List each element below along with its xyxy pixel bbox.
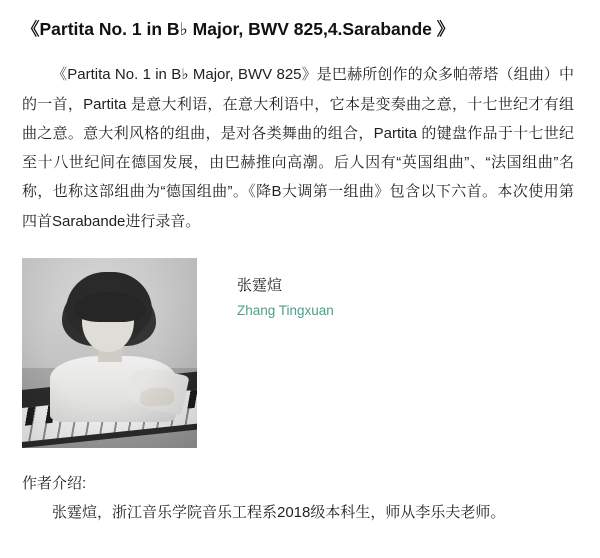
author-section-body: 张霆煊，浙江音乐学院音乐工程系2018级本科生，师从李乐夫老师。 — [52, 504, 506, 522]
author-section-text — [22, 498, 578, 527]
photo-vignette — [22, 258, 197, 448]
performer-block — [22, 258, 578, 448]
performer-name-cn: 张霆煊 — [237, 276, 283, 294]
performer-name-en: Zhang Tingxuan — [237, 302, 334, 318]
intro-paragraph-text: 《Partita No. 1 in B♭ Major, BWV 825》是巴赫所创作的众多帕蒂塔（组曲）中的一首，Partita 是意大利语，在意大利语中，它本是变奏曲之意，十七世纪才有组曲之意。意大利风格的组曲，是对各类舞曲的组合，Partita 的键盘作品于十七世纪至十八世纪间在德国发展，由巴赫推向高潮。后人因有“英国组曲”、“法国组曲”名称，也称这部组曲为“德国组曲”。《降B大调第一组曲》包含以下六首。本次使用第四首Sarabande进行录音。 — [22, 66, 574, 230]
intro-paragraph — [22, 60, 578, 236]
performer-photo — [22, 258, 197, 448]
author-section-label: 作者介绍: — [22, 474, 87, 492]
page-title: 《Partita No. 1 in B♭ Major, BWV 825,4.Sarabande 》 — [22, 19, 455, 39]
performer-name-block — [237, 274, 334, 323]
